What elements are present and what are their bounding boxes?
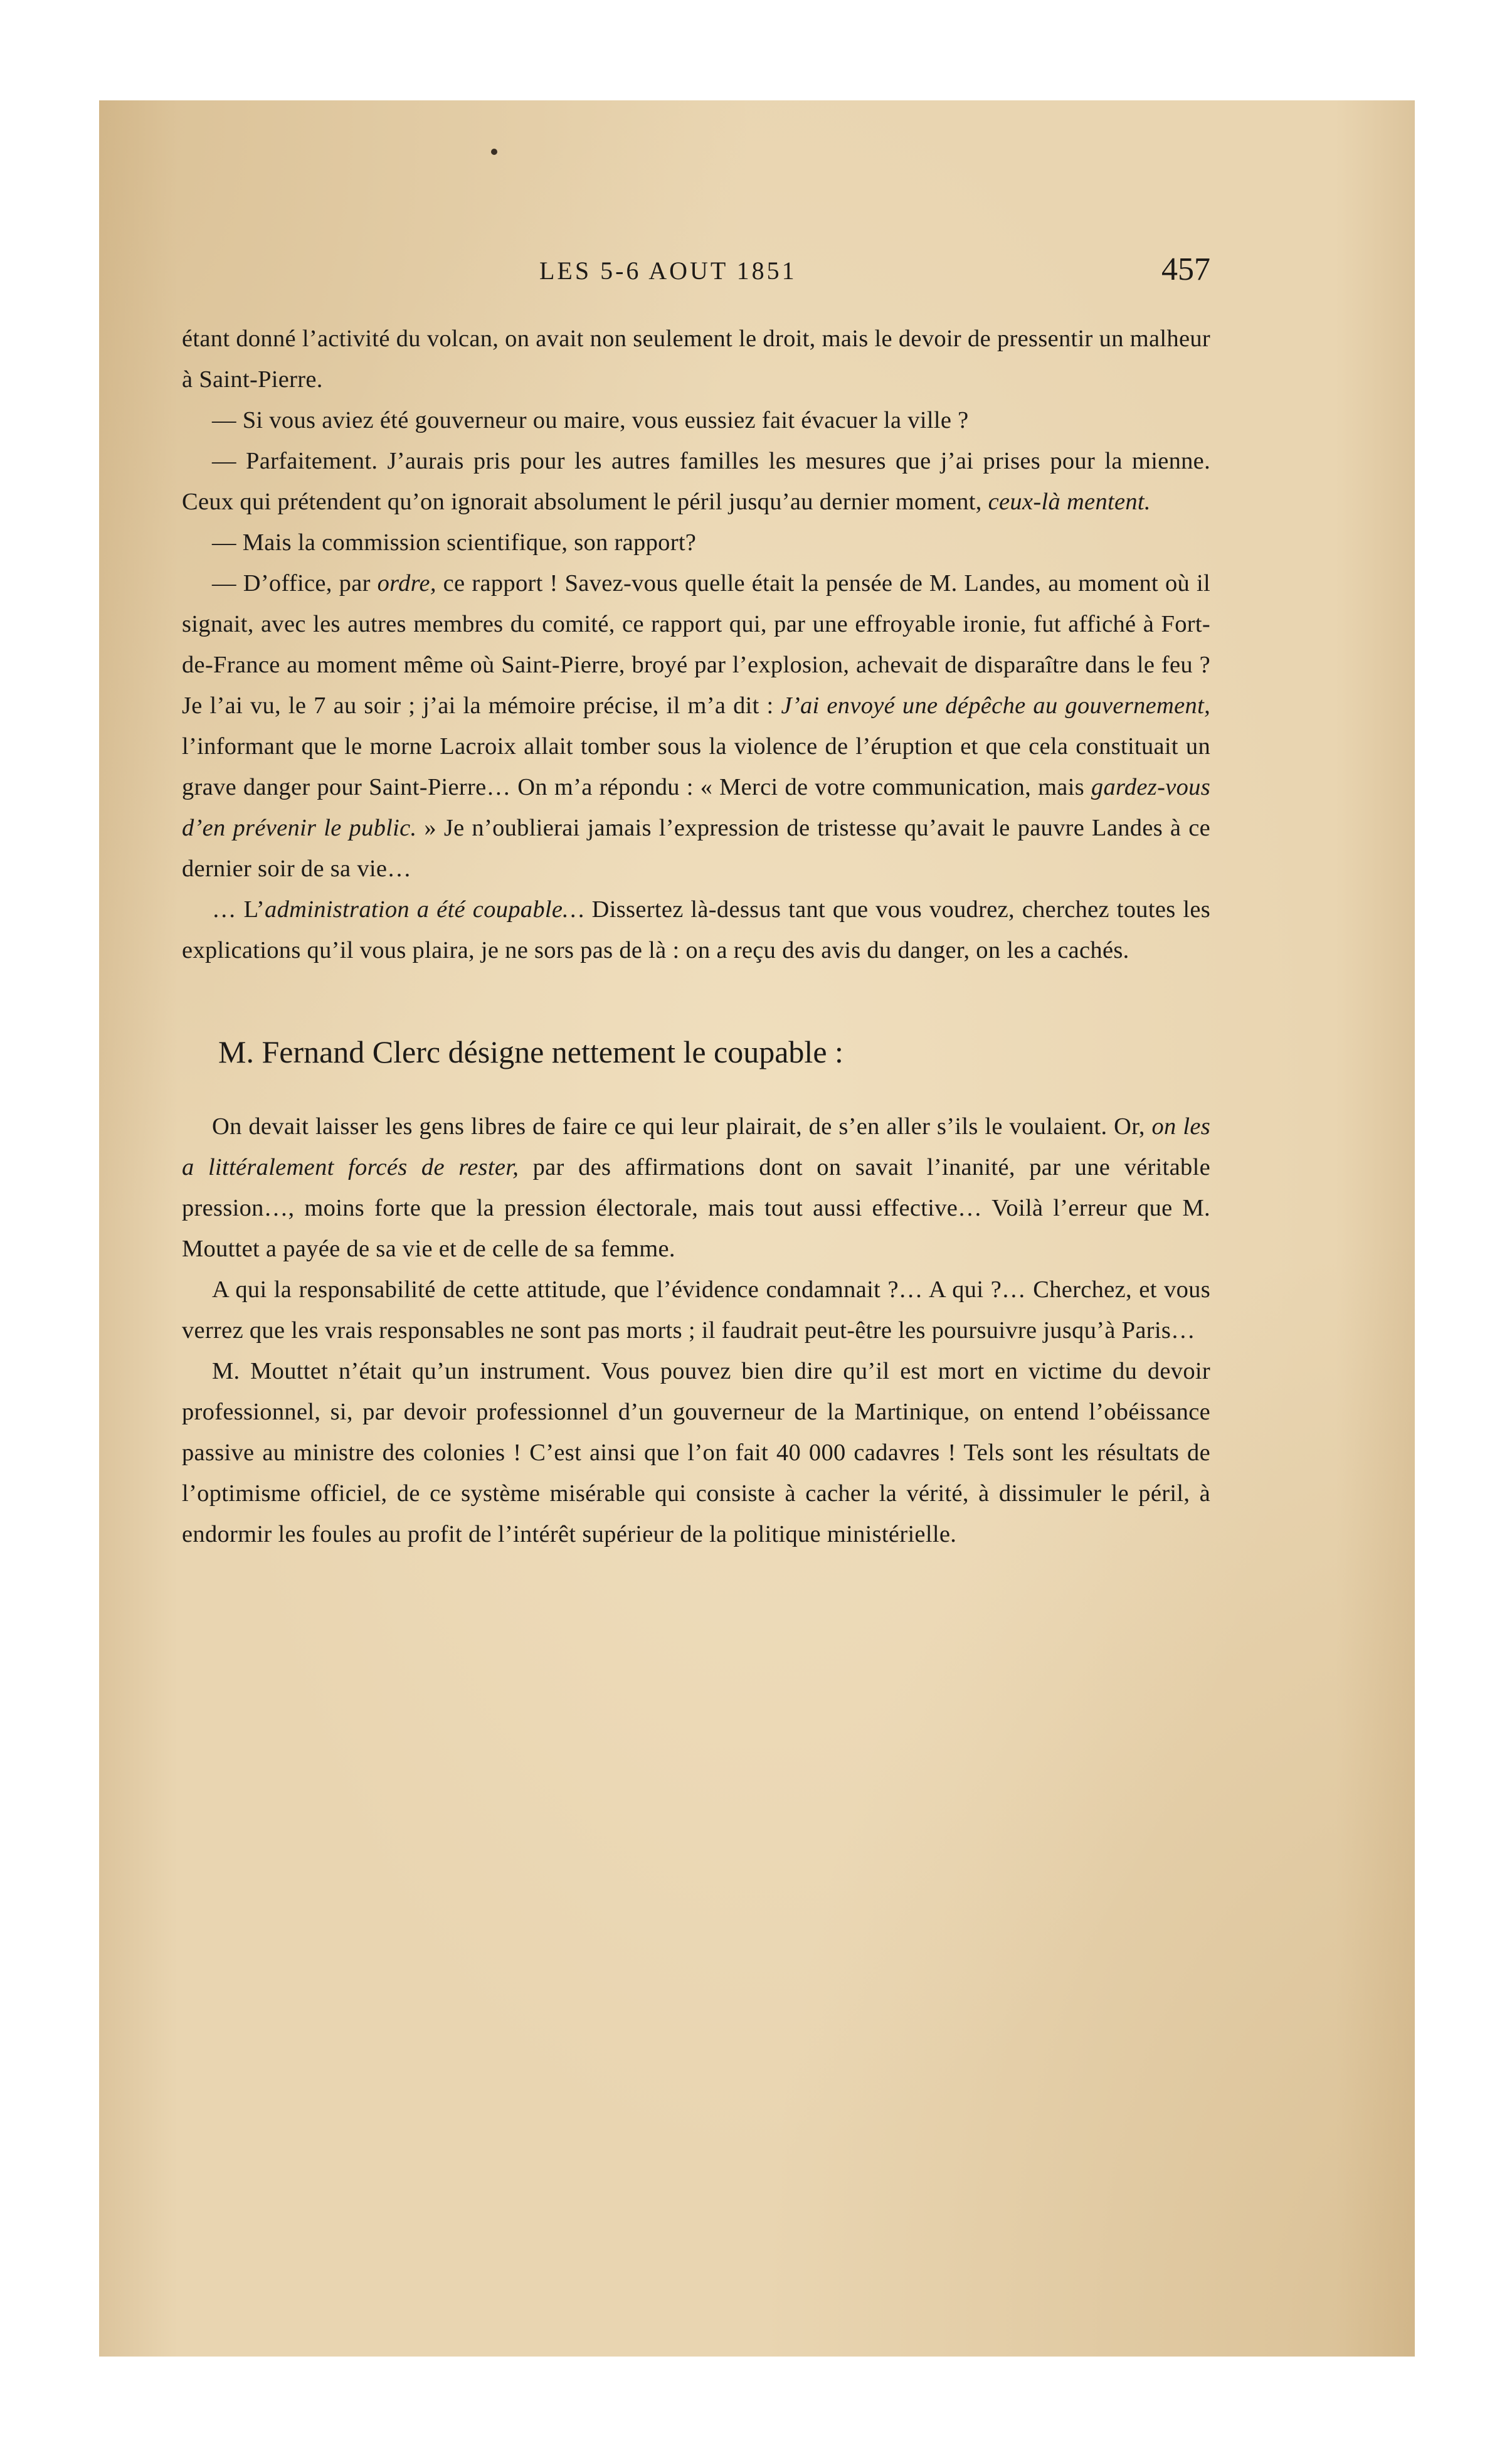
italic-text: gardez-vous d’en prévenir le public. xyxy=(182,774,1210,841)
italic-text: ordre, xyxy=(377,570,436,597)
italic-text: administration a été coupable… xyxy=(265,896,584,923)
italic-text: ceux-là mentent. xyxy=(988,489,1151,515)
italic-text: J’ai envoyé une dépêche au gouvernement, xyxy=(781,692,1210,719)
paragraph: M. Mouttet n’était qu’un instrument. Vous pouvez bien dire qu’il est mort en victime du devoir professionnel, si, par devoir professionnel d’un gouverneur de la Martinique, on entend l’obéissance passive au ministre des colonies ! C’est ainsi que l’on fait 40 000 cadavres ! Tels sont les résultats de l’optimisme officiel, de ce système misérable qui consiste à cacher la vérité, à dissimuler le péril, à endormir les foules au profit de l’intérêt supérieur de la politique ministérielle. xyxy=(182,1358,1210,1547)
section-subheading: M. Fernand Clerc désigne nettement le coupable : xyxy=(218,1034,843,1069)
quoted-statement xyxy=(182,1106,1210,1555)
paragraph: — Mais la commission scientifique, son rapport? xyxy=(212,529,697,556)
interview-text xyxy=(182,319,1210,971)
paragraph: … L’administration a été coupable… Dissertez là-dessus tant que vous voudrez, cherchez toutes les explications qu’il vous plaira, je ne sors pas de là : on a reçu des avis du danger, on les a cachés. xyxy=(182,896,1210,963)
paragraph: — Parfaitement. J’aurais pris pour les autres familles les mesures que j’ai prises pour la mienne. Ceux qui prétendent qu’on ignorait absolument le péril jusqu’au dernier moment, ceux-là mentent. xyxy=(182,448,1210,515)
paragraph: — Si vous aviez été gouverneur ou maire, vous eussiez fait évacuer la ville ? xyxy=(212,407,969,433)
paragraph: — D’office, par ordre, ce rapport ! Savez-vous quelle était la pensée de M. Landes, au moment où il signait, avec les autres membres du comité, ce rapport qui, par une effroyable ironie, fut affiché à Fort-de-France au moment même où Saint-Pierre, broyé par l’explosion, achevait de disparaître dans le feu ? Je l’ai vu, le 7 au soir ; j’ai la mémoire précise, il m’a dit : J’ai envoyé une dépêche au gouvernement, l’informant que le morne Lacroix allait tomber sous la violence de l’éruption et que cela constituait un grave danger pour Saint-Pierre… On m’a répondu : « Merci de votre communication, mais gardez-vous d’en prévenir le public. » Je n’oublierai jamais l’expression de tristesse qu’avait le pauvre Landes à ce dernier soir de sa vie… xyxy=(182,570,1210,882)
paragraph: étant donné l’activité du volcan, on avait non seulement le droit, mais le devoir de pressentir un malheur à Saint-Pierre. xyxy=(182,326,1210,393)
running-header xyxy=(182,251,1210,301)
page-body xyxy=(182,251,1210,1555)
italic-text: on les a littéralement forcés de rester, xyxy=(182,1113,1210,1180)
ink-speck xyxy=(491,149,497,155)
page-number: 457 xyxy=(1161,252,1210,287)
paragraph: A qui la responsabilité de cette attitude, que l’évidence condamnait ?… A qui ?… Cherchez, et vous verrez que les vrais responsables ne sont pas morts ; il faudrait peut-être les poursuivre jusqu’à Paris… xyxy=(182,1276,1210,1344)
running-title: LES 5-6 AOUT 1851 xyxy=(539,257,797,285)
paragraph: On devait laisser les gens libres de faire ce qui leur plairait, de s’en aller s’ils le voulaient. Or, on les a littéralement forcés de rester, par des affirmations dont on savait l’inanité, par une véritable pression…, moins forte que la pression électorale, mais tout aussi effective… Voilà l’erreur que M. Mouttet a payée de sa vie et de celle de sa femme. xyxy=(182,1113,1210,1262)
